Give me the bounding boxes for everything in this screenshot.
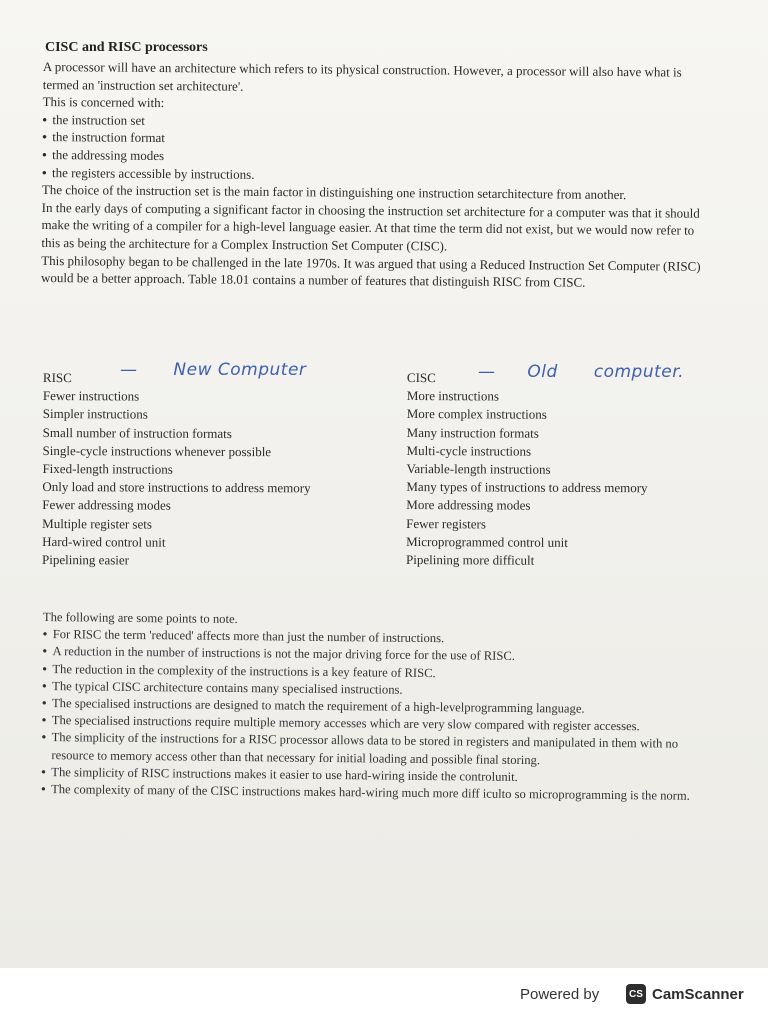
- powered-by-label: Powered by: [520, 986, 600, 1003]
- list-item: More complex instructions: [406, 406, 547, 423]
- list-item: • The complexity of many of the CISC instructions makes hard-wiring much more diff iculto so microprogramming is the norm.: [41, 781, 717, 805]
- list-item: Single-cycle instructions whenever possible: [42, 442, 272, 460]
- list-item: • the addressing modes: [42, 146, 712, 169]
- list-item: Fixed-length instructions: [42, 461, 173, 477]
- notes-section: [41, 609, 719, 805]
- cisc-column: [406, 369, 707, 571]
- intro-paragraph: A processor will have an architecture which refers to its physical construction. However, a processor will also have what is termed an 'instruction set architecture'.: [42, 58, 682, 94]
- list-item: • For RISC the term 'reduced' affects more than just the number of instructions.: [43, 626, 719, 650]
- concerned-with-line: This is concerned with:: [42, 94, 165, 111]
- choice-paragraph: The choice of the instruction set is the main factor in distinguishing one instruction setarchitecture from another.: [41, 182, 627, 203]
- list-item: Small number of instruction formats: [42, 424, 232, 441]
- cisc-feature-list: [406, 387, 707, 571]
- list-item: More addressing modes: [406, 497, 531, 514]
- camscanner-logo-icon: CS: [626, 984, 646, 1004]
- list-item: • the registers accessible by instructions.: [42, 164, 712, 187]
- notes-bullet-list: [41, 626, 719, 805]
- list-item: Hard-wired control unit: [42, 533, 166, 550]
- notes-intro: The following are some points to note.: [42, 609, 238, 627]
- scanner-footer: [0, 968, 768, 1024]
- list-item: • The simplicity of the instructions for a RISC processor allows data to be stored in registers and manipulated in them with no resource to memory access other than that necessary for initial loading and possible final storing.: [41, 729, 717, 770]
- list-item: Simpler instructions: [42, 406, 148, 422]
- list-item: Microprogrammed control unit: [406, 533, 568, 550]
- list-item: Pipelining more difficult: [405, 552, 535, 568]
- cisc-heading: CISC: [406, 370, 436, 386]
- list-item: Only load and store instructions to address memory: [42, 479, 311, 496]
- list-item: • A reduction in the number of instructions is not the major driving force for the use of RISC.: [42, 643, 718, 667]
- list-item: • The specialised instructions are designed to match the requirement of a high-levelprogramming language.: [42, 695, 718, 719]
- list-item: • the instruction set: [42, 111, 712, 134]
- handwritten-old: Old: [527, 362, 558, 382]
- risc-column: [42, 369, 363, 571]
- list-item: • The reduction in the complexity of the instructions is a key feature of RISC.: [42, 661, 718, 685]
- list-item: • The specialised instructions require multiple memory accesses which are very slow compared with register accesses.: [42, 712, 718, 736]
- philosophy-paragraph: This philosophy began to be challenged in the late 1970s. It was argued that using a Reduced Instruction Set Computer (RISC) would be a better approach. Table 18.01 contains a number of features that distinguish RISC from CISC.: [41, 252, 701, 290]
- isa-bullet-list: [42, 111, 713, 187]
- camscanner-brand: CamScanner: [652, 986, 744, 1003]
- document-title: CISC and RISC processors: [45, 40, 208, 55]
- list-item: Pipelining easier: [41, 552, 130, 568]
- handwritten-computer: computer.: [593, 362, 685, 382]
- risc-feature-list: [42, 387, 363, 571]
- handwritten-dash: —: [478, 362, 496, 382]
- list-item: Multi-cycle instructions: [406, 442, 532, 459]
- risc-heading: RISC: [42, 370, 72, 386]
- handwritten-dash: —: [120, 360, 138, 380]
- handwritten-new-computer: New Computer: [173, 360, 307, 380]
- list-item: More instructions: [406, 388, 499, 404]
- list-item: Fewer instructions: [42, 388, 140, 404]
- list-item: Many instruction formats: [406, 424, 539, 441]
- early-days-paragraph: In the early days of computing a significant factor in choosing the instruction set architecture for a computer was that it should make the writing of a compiler for a high-level language easier. At that time the term did not exist, but we would now refer to this as being the architecture for a Complex Instruction Set Computer (CISC).: [41, 199, 700, 254]
- list-item: • The typical CISC architecture contains many specialised instructions.: [42, 678, 718, 702]
- list-item: Many types of instructions to address memory: [406, 479, 648, 496]
- list-item: Fewer registers: [406, 515, 487, 532]
- list-item: • the instruction format: [42, 128, 712, 151]
- list-item: Multiple register sets: [42, 515, 152, 532]
- list-item: Variable-length instructions: [406, 461, 551, 477]
- list-item: • The simplicity of RISC instructions makes it easier to use hard-wiring inside the controlunit.: [41, 764, 717, 788]
- intro-section: [41, 58, 713, 293]
- list-item: Fewer addressing modes: [42, 497, 171, 514]
